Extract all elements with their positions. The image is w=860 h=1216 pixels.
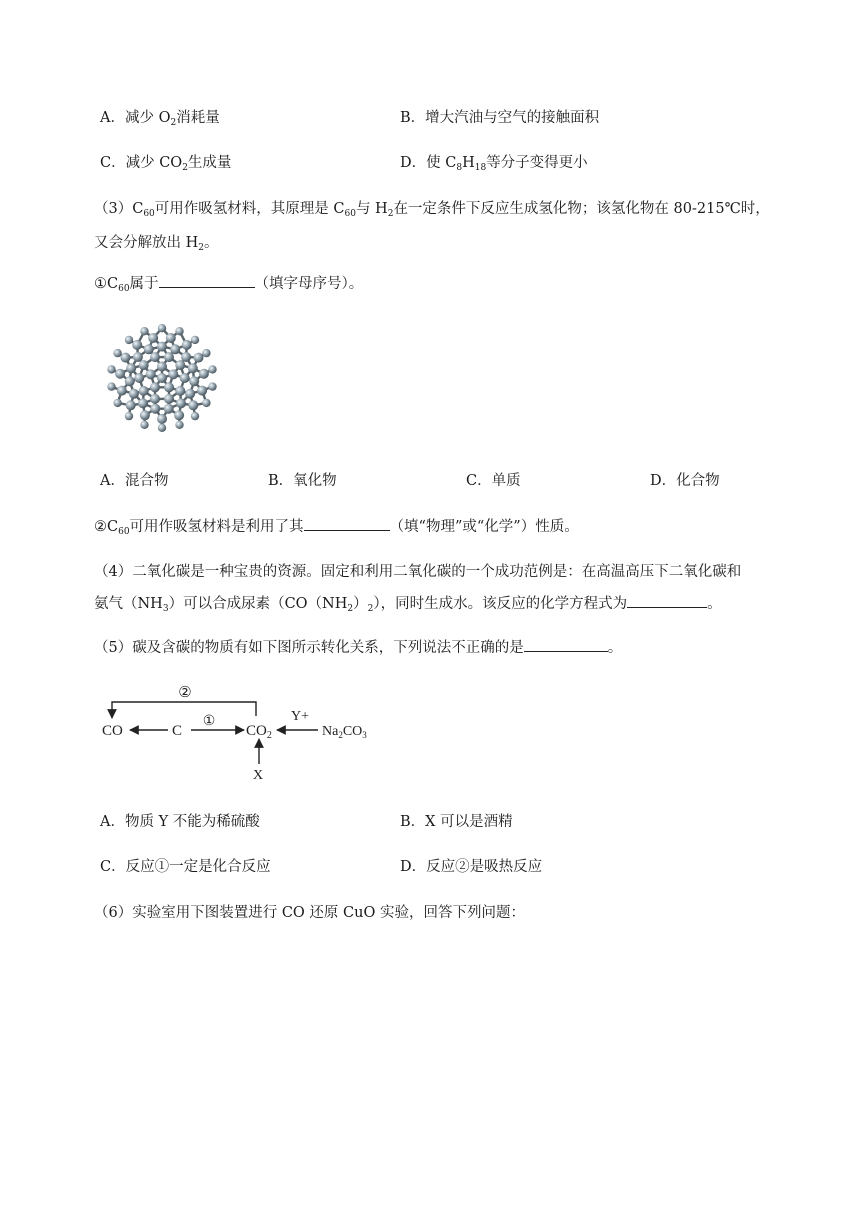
c60-atom: [170, 344, 180, 354]
carbon-transformation-diagram: [96, 682, 386, 784]
option-2b: B．增大汽油与空气的接触面积: [400, 110, 600, 126]
c60-atom: [158, 324, 166, 332]
label-1: ①: [202, 714, 216, 729]
c60-atom: [150, 382, 160, 392]
option-3b: B．氧化物: [268, 473, 337, 489]
c60-atom: [175, 386, 185, 396]
c60-atom: [175, 360, 185, 370]
c60-atom: [182, 340, 192, 350]
c60-atom: [150, 352, 160, 362]
q4-stem-line2: 氨气$(NH_3)$可以合成尿素$(CO(NH_2)_2)$，同时生成水。该反应的化学方程式为 。: [94, 593, 722, 614]
c60-atom: [115, 369, 125, 379]
node-x: X: [253, 768, 264, 783]
answer-blank[interactable]: [524, 637, 608, 652]
node-na2co3: $Na_2CO_3$: [322, 724, 367, 740]
c60-atom: [157, 362, 167, 372]
c60-atom: [208, 382, 216, 390]
c60-atom: [107, 365, 115, 373]
c60-atom: [134, 373, 144, 383]
option-5a: A．物质 Y 不能为稀硫酸: [100, 814, 260, 830]
c60-atom: [150, 404, 160, 414]
c60-atom: [176, 398, 186, 408]
c60-atom: [113, 399, 121, 407]
c60-atom: [157, 414, 167, 424]
c60-atom: [139, 360, 149, 370]
c60-atom: [144, 344, 154, 354]
c60-atom: [175, 421, 183, 429]
c60-atom: [164, 404, 174, 414]
c60-molecule-image: [98, 318, 228, 438]
c60-atom: [129, 389, 139, 399]
c60-atom: [117, 386, 127, 396]
c60-atom: [107, 382, 115, 390]
c60-atom: [202, 399, 210, 407]
c60-atom: [146, 369, 156, 379]
c60-atom: [126, 400, 136, 410]
c60-atom: [158, 424, 166, 432]
c60-atom: [164, 382, 174, 392]
c60-atom: [126, 363, 136, 373]
c60-atom: [140, 410, 150, 420]
c60-atom: [164, 394, 174, 404]
c60-atom: [157, 373, 167, 383]
option-2d: D．使 $C_8H_{18}$等分子变得更小: [400, 155, 588, 173]
q3-stem-line1: $(3)C_{60}$可用作吸氢材料，其原理是 $C_{60}$与 $H_2$在一定条件下反应生成氢化物；该氢化物在 80-215℃时，: [94, 201, 770, 219]
c60-atom: [125, 412, 133, 420]
q6-stem: （6）实验室用下图装置进行 CO 还原 CuO 实验，回答下列问题：: [94, 905, 525, 921]
answer-blank[interactable]: [304, 516, 390, 531]
c60-atom: [199, 369, 209, 379]
option-2c: C．减少 $CO_2$生成量: [100, 155, 232, 173]
c60-atom: [164, 352, 174, 362]
c60-atom: [148, 333, 158, 343]
option-5d: D．反应②是吸热反应: [400, 859, 543, 875]
c60-atom: [168, 369, 178, 379]
answer-blank[interactable]: [627, 593, 707, 608]
node-co2: $CO_2$: [246, 723, 272, 741]
c60-atom: [150, 394, 160, 404]
q3-sub1: $①C_{60}$属于 （填字母序号）。: [94, 273, 363, 294]
arrow-2: [112, 702, 256, 718]
c60-atom: [185, 389, 195, 399]
c60-atom: [181, 352, 191, 362]
c60-atom: [180, 373, 190, 383]
q3-stem-line2: 又会分解放出 $H_2$。: [94, 235, 219, 253]
c60-atom: [140, 421, 148, 429]
option-3d: D．化合物: [650, 473, 720, 489]
option-3c: C．单质: [466, 473, 521, 489]
c60-atom: [208, 365, 216, 373]
q4-stem-line1: （4）二氧化碳是一种宝贵的资源。固定和利用二氧化碳的一个成功范例是：在高温高压下二氧化碳和: [94, 564, 742, 580]
option-3a: A．混合物: [100, 473, 169, 489]
label-2: ②: [178, 685, 192, 701]
c60-atom: [194, 353, 204, 363]
c60-atom: [125, 336, 133, 344]
c60-atom: [189, 376, 199, 386]
c60-atom: [140, 327, 148, 335]
answer-blank[interactable]: [159, 273, 255, 288]
label-y: Y+: [291, 709, 310, 724]
option-2a: A．减少 $O_2$消耗量: [100, 110, 220, 128]
option-5b: B．X 可以是酒精: [400, 814, 513, 830]
c60-atom: [157, 342, 167, 352]
c60-atom: [188, 363, 198, 373]
c60-atom: [121, 353, 131, 363]
c60-atom: [138, 398, 148, 408]
c60-atom: [191, 412, 199, 420]
c60-atom: [174, 410, 184, 420]
option-5c: C．反应①一定是化合反应: [100, 859, 271, 875]
c60-atom: [139, 386, 149, 396]
node-c: C: [172, 723, 183, 739]
c60-atom: [175, 327, 183, 335]
c60-atom: [125, 376, 135, 386]
q3-sub2: $②C_{60}$可用作吸氢材料是利用了其 （填“物理”或“化学”）性质。: [94, 516, 579, 537]
c60-atom: [133, 352, 143, 362]
c60-atom: [166, 333, 176, 343]
q5-stem: （5）碳及含碳的物质有如下图所示转化关系，下列说法不正确的是 。: [94, 637, 622, 658]
node-co: CO: [102, 723, 123, 739]
c60-atom: [188, 400, 198, 410]
c60-atom: [197, 386, 207, 396]
c60-atom: [132, 340, 142, 350]
c60-atom: [113, 349, 121, 357]
c60-atom: [191, 336, 199, 344]
c60-atom: [202, 349, 210, 357]
